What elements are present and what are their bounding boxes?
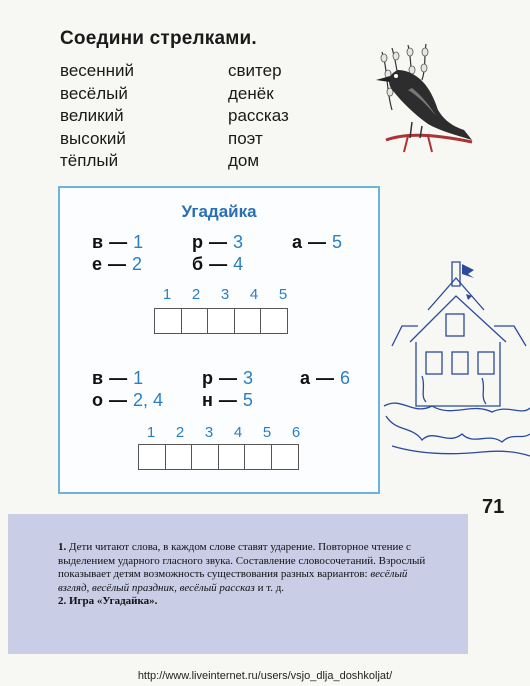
answer-cell[interactable]: [165, 444, 193, 470]
answer-grid-2: [138, 444, 297, 470]
key-letter: е: [92, 254, 103, 274]
key-number: 3: [243, 368, 254, 388]
house-illustration: [382, 256, 530, 476]
key-letter: о: [92, 390, 103, 410]
cell-position: 1: [146, 424, 156, 441]
riddle-box: [58, 186, 380, 494]
key-number: 5: [332, 232, 343, 252]
left-word: высокий: [60, 128, 126, 148]
key-number: 5: [242, 390, 253, 410]
cell-position: 3: [220, 286, 230, 303]
answer-cell[interactable]: [191, 444, 219, 470]
answer-cell[interactable]: [181, 308, 209, 334]
cell-position: 1: [162, 286, 172, 303]
note-2-text: Игра «Угадайка».: [69, 595, 158, 607]
key-letter: в: [92, 232, 104, 252]
right-word: денёк: [228, 83, 274, 103]
letter-key: в — 1: [92, 368, 144, 388]
key-letter: р: [202, 368, 213, 388]
key-number: 2, 4: [133, 390, 164, 410]
left-word: великий: [60, 106, 124, 125]
answer-grid-1: [154, 308, 287, 334]
key-number: 6: [340, 368, 351, 388]
key-number: 1: [133, 368, 144, 388]
key-letter: н: [202, 390, 213, 410]
cell-position: 6: [291, 424, 301, 441]
answer-cell[interactable]: [260, 308, 288, 334]
teacher-notes: [58, 541, 438, 609]
crow-illustration: [368, 40, 478, 155]
answer-cell[interactable]: [207, 308, 235, 334]
answer-cell[interactable]: [154, 308, 182, 334]
answer-cell[interactable]: [244, 444, 272, 470]
page-number: 71: [482, 496, 505, 518]
right-word: поэт: [228, 128, 263, 148]
right-word: дом: [228, 151, 260, 170]
key-letter: а: [300, 368, 311, 388]
answer-cell[interactable]: [271, 444, 299, 470]
answer-cell[interactable]: [138, 444, 166, 470]
right-word: свитер: [228, 61, 282, 80]
answer-cell[interactable]: [218, 444, 246, 470]
key-letter: б: [192, 254, 204, 274]
key-number: 1: [133, 232, 144, 252]
key-letter: а: [292, 232, 303, 252]
cell-position: 4: [249, 286, 259, 303]
key-letter: в: [92, 368, 104, 388]
left-word: весёлый: [60, 83, 128, 103]
letter-key: е — 2: [92, 254, 143, 274]
note-2-number: 2.: [58, 595, 67, 607]
key-number: 2: [132, 254, 143, 274]
letter-key: б — 4: [192, 254, 244, 274]
letter-key: р — 3: [202, 368, 254, 388]
note-1-examples: весёлый взгляд, весёлый праздник, весёлый рассказ: [58, 568, 408, 594]
left-word-column: [60, 60, 134, 173]
note-1-tail: и т. д.: [257, 581, 285, 594]
letter-key: о — 2, 4: [92, 390, 164, 410]
key-number: 4: [233, 254, 244, 274]
letter-key: н — 5: [202, 390, 253, 410]
cell-position: 2: [175, 424, 185, 441]
cell-position: 2: [191, 286, 201, 303]
key-letter: р: [192, 232, 203, 252]
cell-position: 3: [204, 424, 214, 441]
letter-key: в — 1: [92, 232, 144, 252]
letter-key: р — 3: [192, 232, 244, 252]
cell-position: 5: [262, 424, 272, 441]
note-1-text: Дети читают слова, в каждом слове ставят ударение. Повторное чтение с выделением ударного гласного звука. Составление словосочетаний. Взрослый показывает детям возможность существования разных вариантов:: [58, 541, 426, 580]
cell-position: 4: [233, 424, 243, 441]
left-word: весенний: [60, 61, 135, 80]
riddle-title: Угадайка: [181, 202, 257, 221]
right-word-column: [228, 60, 289, 173]
key-number: 3: [233, 232, 244, 252]
left-word: тёплый: [60, 151, 119, 170]
answer-cell[interactable]: [234, 308, 262, 334]
footer-url: http://www.liveinternet.ru/users/vsjo_dlja_doshkoljat/: [137, 670, 393, 682]
note-1-number: 1.: [58, 541, 67, 553]
cell-position: 5: [278, 286, 288, 303]
exercise-title: Соедини стрелками.: [60, 28, 257, 49]
letter-key: а — 5: [292, 232, 343, 252]
letter-key: а — 6: [300, 368, 351, 388]
right-word: рассказ: [228, 106, 289, 125]
